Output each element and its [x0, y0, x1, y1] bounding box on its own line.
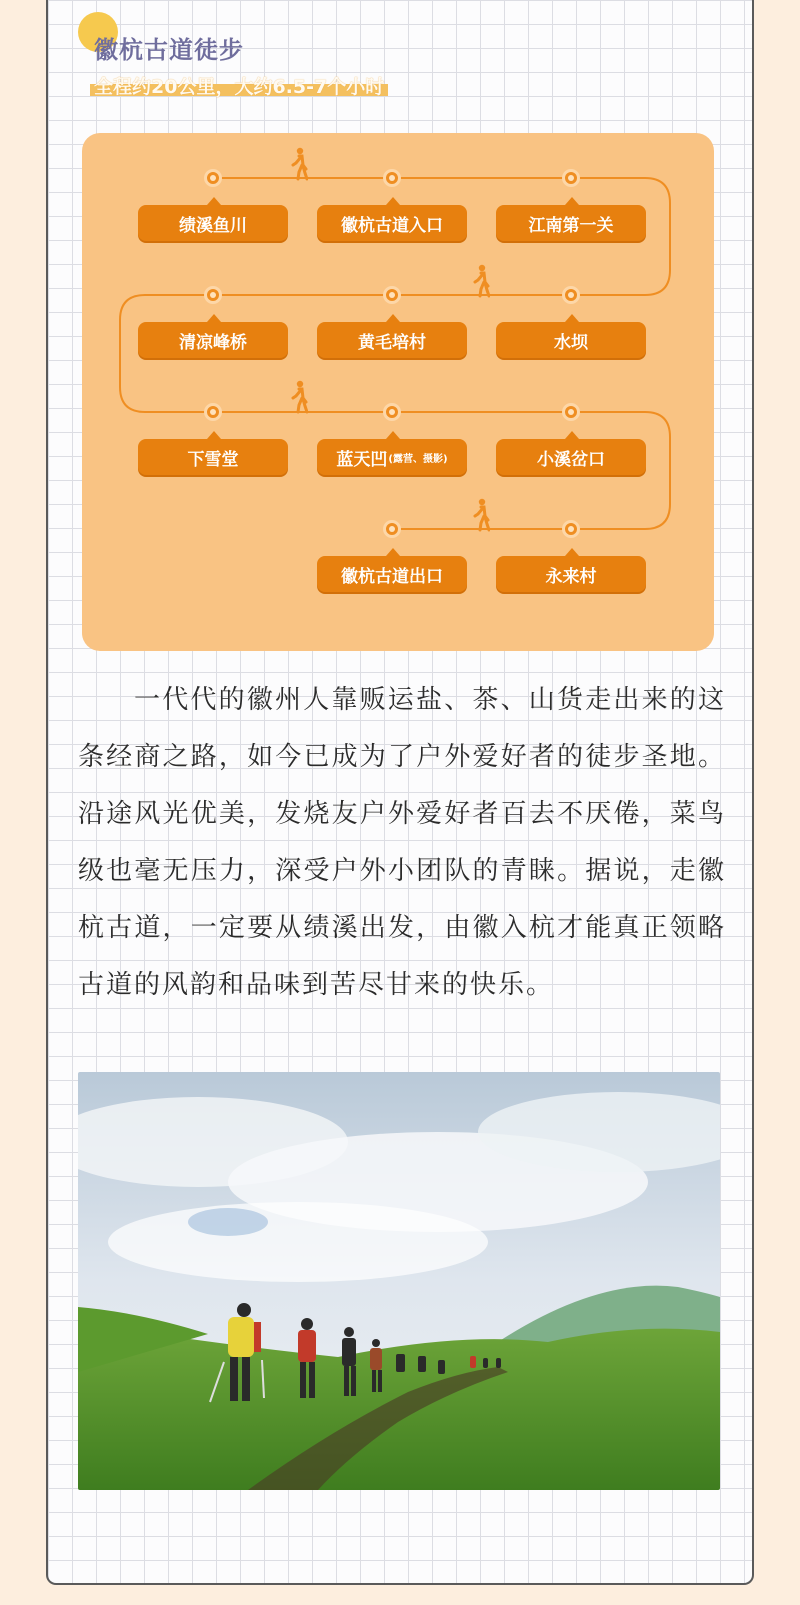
- route-node: [562, 520, 580, 538]
- stop-label-xiaxuetang: 下雪堂: [138, 439, 288, 475]
- hiker-icon: [472, 264, 490, 298]
- route-node: [562, 403, 580, 421]
- stop-label-yonglai-village: 永来村: [496, 556, 646, 592]
- route-node: [383, 286, 401, 304]
- route-node: [204, 403, 222, 421]
- hiker-icon: [472, 498, 490, 532]
- stop-label-jiangnan-first-pass: 江南第一关: [496, 205, 646, 241]
- route-node: [383, 403, 401, 421]
- stop-label-stream-fork: 小溪岔口: [496, 439, 646, 475]
- stop-label-jixi-yuchuan: 绩溪鱼川: [138, 205, 288, 241]
- route-node: [204, 286, 222, 304]
- stop-label-dam: 水坝: [496, 322, 646, 358]
- stop-label-gudao-exit: 徽杭古道出口: [317, 556, 467, 592]
- hiker-icon: [290, 380, 308, 414]
- stop-label-lantian-ao: [317, 439, 467, 475]
- stop-label-gudao-entrance: 徽杭古道入口: [317, 205, 467, 241]
- stop-label-huangmaopei-village: 黄毛培村: [317, 322, 467, 358]
- route-node: [204, 169, 222, 187]
- description-paragraph: 一代代的徽州人靠贩运盐、茶、山货走出来的这条经商之路，如今已成为了户外爱好者的徒步圣地。沿途风光优美，发烧友户外爱好者百去不厌倦，菜鸟级也毫无压力，深受户外小团队的青睐。据说，走徽杭古道，一定要从绩溪出发，由徽入杭才能真正领略古道的风韵和品味到苦尽甘来的快乐。: [78, 685, 726, 1000]
- stop-label-lantian-ao-note: (露营、摄影): [388, 453, 448, 465]
- stop-label-lantian-ao-text: 蓝天凹: [336, 449, 388, 470]
- stop-label-qingliangfeng-bridge: 清凉峰桥: [138, 322, 288, 358]
- page-subtitle: [90, 72, 388, 99]
- hikers-photo: [78, 1072, 720, 1490]
- hikers-landscape-image: [78, 1072, 720, 1490]
- hiker-icon: [290, 147, 308, 181]
- route-node: [383, 520, 401, 538]
- page-title: 徽杭古道徒步: [94, 36, 244, 64]
- route-map: [82, 133, 714, 651]
- route-node: [562, 286, 580, 304]
- subtitle-text: 全程约20公里，大约6.5-7个小时: [94, 76, 385, 98]
- route-node: [562, 169, 580, 187]
- route-node: [383, 169, 401, 187]
